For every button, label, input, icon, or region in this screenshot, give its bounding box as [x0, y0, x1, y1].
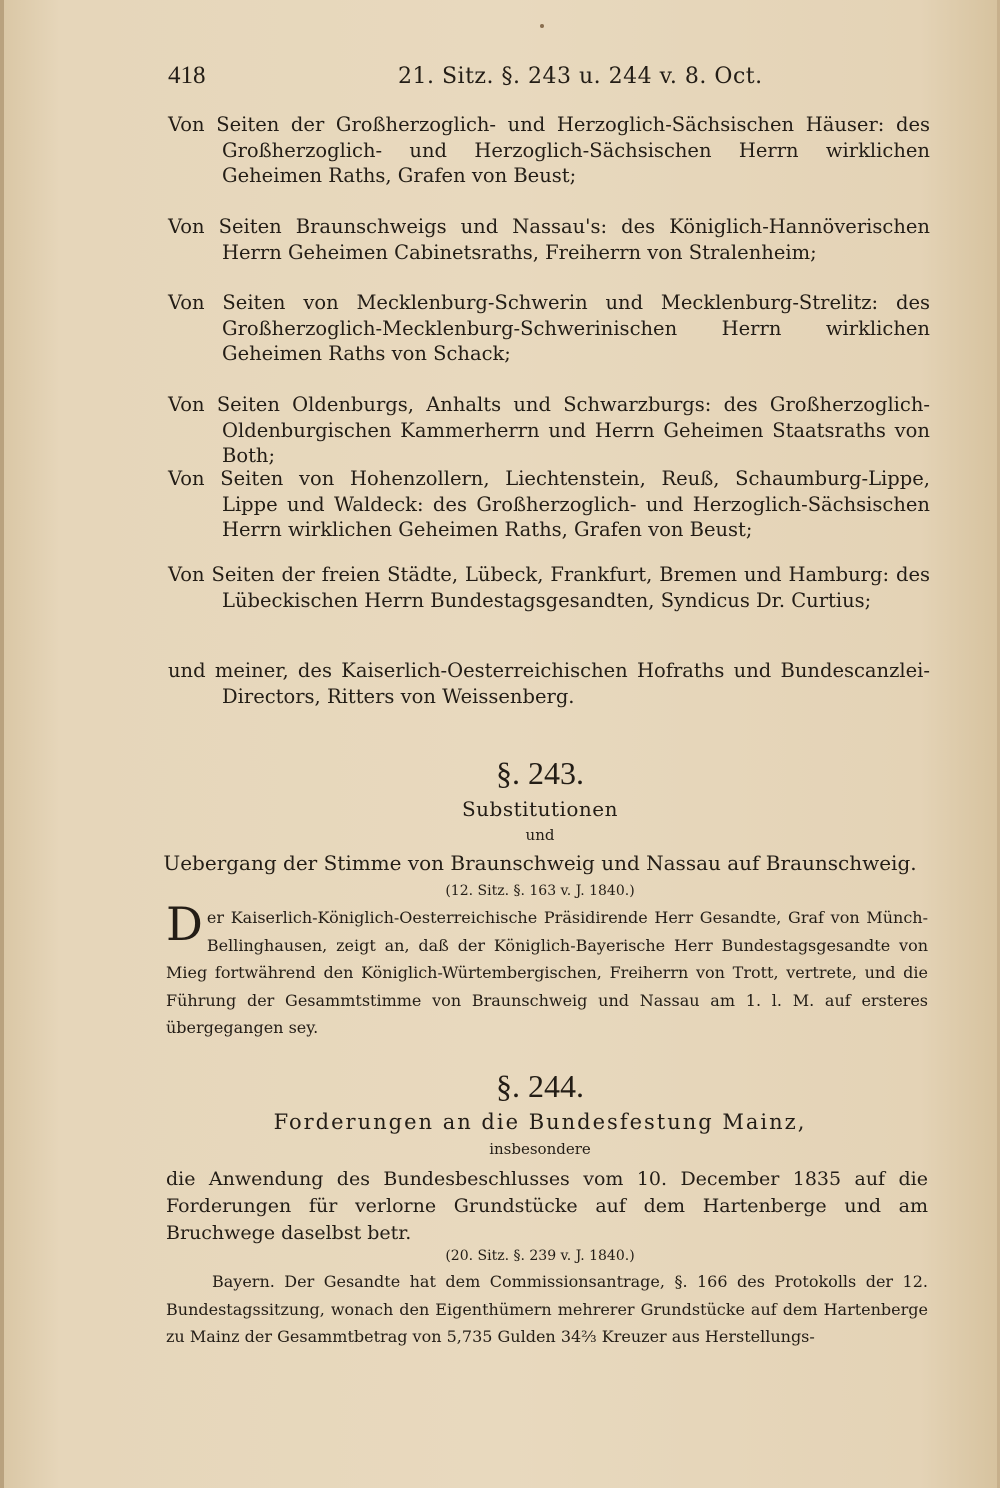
list-item	[168, 392, 930, 469]
list-item	[168, 112, 930, 189]
list-item	[168, 290, 930, 367]
list-item-text: Von Seiten von Hohenzollern, Liechtenstein, Reuß, Schaumburg-Lippe, Lippe und Waldeck: des Großherzoglich- und Herzoglich-Sächsischen Herrn wirklichen Geheimen Raths, Grafen von Beust;	[168, 467, 930, 541]
page-edge-left	[0, 0, 4, 1488]
list-item-text: Von Seiten von Mecklenburg-Schwerin und Mecklenburg-Strelitz: des Großherzoglich-Mecklenburg-Schwerinischen Herrn wirklichen Geheimen Raths von Schack;	[168, 291, 930, 365]
section-244-subtitle: die Anwendung des Bundesbeschlusses vom 10. December 1835 auf die Forderungen für verlorne Grundstücke auf dem Hartenberge und am Bruchwege daselbst betr.	[166, 1168, 928, 1244]
list-item-text: Von Seiten der freien Städte, Lübeck, Frankfurt, Bremen und Hamburg: des Lübeckischen Herrn Bundestagsgesandten, Syndicus Dr. Curtius;	[168, 563, 930, 612]
drop-cap: D	[166, 897, 203, 951]
running-head: 21. Sitz. §. 243 u. 244 v. 8. Oct.	[398, 64, 763, 89]
list-item-text: und meiner, des Kaiserlich-Oesterreichischen Hofraths und Bundescanzlei-Directors, Ritters von Weissenberg.	[168, 659, 930, 708]
list-item	[168, 562, 930, 613]
page-header	[168, 62, 928, 96]
section-243-body-text: er Kaiserlich-Königlich-Oesterreichische Präsidirende Herr Gesandte, Graf von Münch-Bellinghausen, zeigt an, daß der Königlich-Bayerische Herr Bundestagsgesandte von Mieg fortwährend den Königlich-Würtembergischen, Freiherrn von Trott, vertrete, und die Führung der Gesammtstimme von Braunschweig und Nassau am 1. l. M. auf ersteres übergegangen sey.	[166, 908, 928, 1037]
list-item	[168, 658, 930, 709]
list-item-text: Von Seiten Oldenburgs, Anhalts und Schwarzburgs: des Großherzoglich-Oldenburgischen Kammerherrn und Herrn Geheimen Staatsraths von Both;	[168, 393, 930, 467]
list-item	[168, 214, 930, 265]
page-number: 418	[168, 62, 206, 89]
section-244-reference: (20. Sitz. §. 239 v. J. 1840.)	[445, 1248, 635, 1264]
section-243-body	[166, 897, 928, 1042]
section-243-subtitle: Uebergang der Stimme von Braunschweig und Nassau auf Braunschweig.	[163, 851, 917, 875]
section-244-body: Bayern. Der Gesandte hat dem Commissionsantrage, §. 166 des Protokolls der 12. Bundestagssitzung, wonach den Eigenthümern mehrerer Grundstücke auf dem Hartenberge zu Mainz der Gesammtbetrag von 5,735 Gulden 34⅔ Kreuzer aus Herstellungs-	[166, 1272, 928, 1346]
section-244-connector: insbesondere	[489, 1140, 591, 1158]
list-item	[168, 466, 930, 543]
section-243-number: §. 243.	[496, 755, 584, 791]
section-243-title: Substitutionen	[461, 797, 619, 821]
section-244-number: §. 244.	[496, 1068, 584, 1104]
section-243-reference: (12. Sitz. §. 163 v. J. 1840.)	[445, 883, 635, 899]
section-244-title: Forderungen an die Bundesfestung Mainz,	[273, 1110, 807, 1134]
list-item-text: Von Seiten der Großherzoglich- und Herzoglich-Sächsischen Häuser: des Großherzoglich- und Herzoglich-Sächsischen Herrn wirklichen Geheimen Raths, Grafen von Beust;	[168, 113, 930, 187]
list-item-text: Von Seiten Braunschweigs und Nassau's: des Königlich-Hannöverischen Herrn Geheimen Cabinetsraths, Freiherrn von Stralenheim;	[168, 215, 930, 264]
section-243-connector: und	[525, 826, 555, 844]
paper-spot	[540, 24, 544, 28]
